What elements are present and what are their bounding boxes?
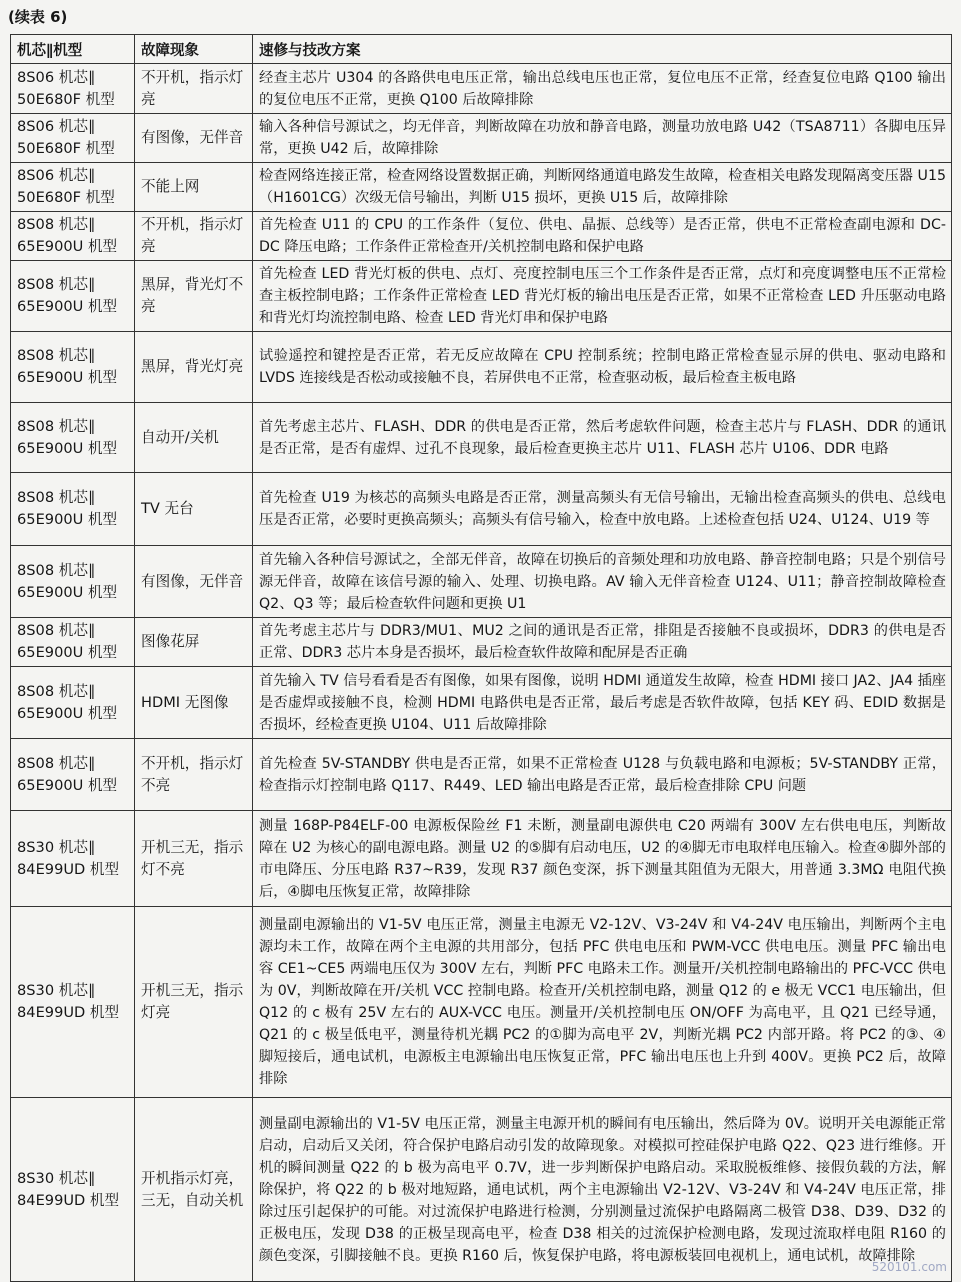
- watermark: 520101.com: [871, 1260, 947, 1274]
- cell-symptom: 有图像，无伴音: [135, 546, 253, 618]
- cell-fix: 首先考虑主芯片、FLASH、DDR 的供电是否正常，然后考虑软件问题，检查主芯片与 FLASH、DDR 的通讯是否正常，是否有虚焊、过孔不良现象，最后检查更换主芯片 U11、FLASH 芯片 U106、DDR 电路: [253, 403, 952, 473]
- cell-fix: 首先检查 5V-STANDBY 供电是否正常，如果不正常检查 U128 与负载电路和电源板；5V-STANDBY 正常，检查指示灯控制电路 Q117、R449、LED 输出电路是否正常，最后检查排除 CPU 问题: [253, 739, 952, 811]
- cell-fix: 首先输入各种信号源试之，全部无伴音，故障在切换后的音频处理和功放电路、静音控制电路；只是个别信号源无伴音，故障在该信号源的输入、处理、切换电路。AV 输入无伴音检查 U124、U11；静音控制故障检查 Q2、Q3 等；最后检查软件问题和更换 U1: [253, 546, 952, 618]
- cell-model: 8S06 机芯∥ 50E680F 机型: [11, 114, 135, 163]
- cell-model: 8S06 机芯∥ 50E680F 机型: [11, 64, 135, 114]
- cell-fix: 检查网络连接正常，检查网络设置数据正确，判断网络通道电路发生故障，检查相关电路发现隔离变压器 U15（H1601CG）次级无信号输出，判断 U15 损坏，更换 U15 后，故障排除: [253, 163, 952, 212]
- cell-fix: 测量副电源输出的 V1-5V 电压正常，测量主电源无 V2-12V、V3-24V 和 V4-24V 电压输出，判断两个主电源均未工作，故障在两个主电源的共用部分，包括 PFC 供电电压和 PWM-VCC 供电电压。测量 PFC 输出电容 CE1~CE5 两端电压仅为 300V 左右，判断 PFC 电路未工作。测量开/关机控制电路输出的 PFC-VCC 供电为 0V，判断故障在开/关机 VCC 控制电路。检查开/关机控制电路，测量 Q12 的 e 极无 VCC1 电压输出，但 Q12 的 c 极有 25V 左右的 AUX-VCC 电压。测量开/关机控制电压 ON/OFF 为高电平，且 Q21 已经导通，Q21 的 c 极呈低电平，测量待机光耦 PC2 的①脚为高电平 2V，判断光耦 PC2 内部开路。将 PC2 的③、④脚短接后，通电试机，电源板主电源输出电压恢复正常，PFC 输出电压也上升到 400V。更换 PC2 后，故障排除: [253, 907, 952, 1098]
- cell-fix: 首先考虑主芯片与 DDR3/MU1、MU2 之间的通讯是否正常，排阻是否接触不良或损坏，DDR3 的供电是否正常、DDR3 芯片本身是否损坏，最后检查软件故障和配屏是否正确: [253, 618, 952, 667]
- cell-symptom: 黑屏，背光灯亮: [135, 332, 253, 403]
- cell-symptom: 开机三无，指示灯亮: [135, 907, 253, 1098]
- table-row: [11, 212, 952, 261]
- cell-model: 8S08 机芯∥ 65E900U 机型: [11, 739, 135, 811]
- cell-model: 8S30 机芯∥ 84E99UD 机型: [11, 811, 135, 907]
- table-row: [11, 403, 952, 473]
- header-model: 机芯∥机型: [11, 35, 135, 64]
- cell-fix: 试验遥控和键控是否正常，若无反应故障在 CPU 控制系统；控制电路正常检查显示屏的供电、驱动电路和 LVDS 连接线是否松动或接触不良，若屏供电不正常，检查驱动板，最后检查主板电路: [253, 332, 952, 403]
- cell-model: 8S08 机芯∥ 65E900U 机型: [11, 212, 135, 261]
- table-row: [11, 739, 952, 811]
- cell-fix: 测量 168P-P84ELF-00 电源板保险丝 F1 未断，测量副电源供电 C20 两端有 300V 左右供电电压，判断故障在 U2 为核心的副电源电路。测量 U2 的⑤脚有启动电压，U2 的④脚无市电取样电压输入。检查④脚外部的市电降压、分压电路 R37~R39，发现 R37 颜色变深，拆下测量其阻值为无限大，用普通 3.3MΩ 电阻代换后，④脚电压恢复正常，故障排除: [253, 811, 952, 907]
- cell-fix: 首先检查 U11 的 CPU 的工作条件（复位、供电、晶振、总线等）是否正常，供电不正常检查副电源和 DC-DC 降压电路；工作条件正常检查开/关机控制电路和保护电路: [253, 212, 952, 261]
- table-row: [11, 332, 952, 403]
- table-row: [11, 64, 952, 114]
- table-row: [11, 163, 952, 212]
- table-row: [11, 618, 952, 667]
- cell-model: 8S08 机芯∥ 65E900U 机型: [11, 618, 135, 667]
- cell-symptom: 不开机，指示灯亮: [135, 64, 253, 114]
- table-header-row: [11, 35, 952, 64]
- cell-model: 8S30 机芯∥ 84E99UD 机型: [11, 907, 135, 1098]
- table-row: [11, 261, 952, 332]
- cell-model: 8S06 机芯∥ 50E680F 机型: [11, 163, 135, 212]
- cell-model: 8S08 机芯∥ 65E900U 机型: [11, 332, 135, 403]
- cell-symptom: 不开机，指示灯亮: [135, 212, 253, 261]
- cell-symptom: 开机指示灯亮，三无，自动关机: [135, 1098, 253, 1282]
- cell-model: 8S08 机芯∥ 65E900U 机型: [11, 403, 135, 473]
- cell-model: 8S08 机芯∥ 65E900U 机型: [11, 261, 135, 332]
- cell-model: 8S30 机芯∥ 84E99UD 机型: [11, 1098, 135, 1282]
- cell-symptom: 有图像，无伴音: [135, 114, 253, 163]
- cell-symptom: 不能上网: [135, 163, 253, 212]
- cell-symptom: 开机三无，指示灯不亮: [135, 811, 253, 907]
- cell-symptom: 不开机，指示灯不亮: [135, 739, 253, 811]
- cell-symptom: TV 无台: [135, 473, 253, 546]
- cell-symptom: HDMI 无图像: [135, 667, 253, 739]
- table-caption: (续表 6): [8, 8, 68, 26]
- cell-symptom: 自动开/关机: [135, 403, 253, 473]
- table-row: [11, 473, 952, 546]
- cell-symptom: 黑屏，背光灯不亮: [135, 261, 253, 332]
- repair-table: [10, 34, 952, 1282]
- header-symptom: 故障现象: [135, 35, 253, 64]
- table-row: [11, 546, 952, 618]
- cell-fix: 首先输入 TV 信号看看是否有图像，如果有图像，说明 HDMI 通道发生故障，检查 HDMI 接口 JA2、JA4 插座是否虚焊或接触不良，检测 HDMI 电路供电是否正常，最后考虑是否软件故障，包括 KEY 码、EDID 数据是否损坏，经检查更换 U104、U11 后故障排除: [253, 667, 952, 739]
- cell-fix: 首先检查 U19 为核芯的高频头电路是否正常，测量高频头有无信号输出，无输出检查高频头的供电、总线电压是否正常，必要时更换高频头；高频头有信号输入，检查中放电路。上述检查包括 U24、U124、U19 等: [253, 473, 952, 546]
- cell-symptom: 图像花屏: [135, 618, 253, 667]
- table-row: [11, 667, 952, 739]
- table-row: [11, 907, 952, 1098]
- cell-fix: 经查主芯片 U304 的各路供电电压正常，输出总线电压也正常，复位电压不正常，经查复位电路 Q100 输出的复位电压不正常，更换 Q100 后故障排除: [253, 64, 952, 114]
- cell-model: 8S08 机芯∥ 65E900U 机型: [11, 473, 135, 546]
- cell-fix: 测量副电源输出的 V1-5V 电压正常，测量主电源开机的瞬间有电压输出，然后降为 0V。说明开关电源能正常启动，启动后又关闭，符合保护电路启动引发的故障现象。对模拟可控硅保护电路 Q22、Q23 进行维修。开机的瞬间测量 Q22 的 b 极为高电平 0.7V，进一步判断保护电路启动。采取脱板维修、接假负载的方法，解除保护，将 Q22 的 b 极对地短路，通电试机，两个主电源输出 V2-12V、V3-24V 和 V4-24V 电压正常，排除过压引起保护的可能。对过流保护电路进行检测，分别测量过流保护电路隔离二极管 D38、D39、D32 的正极电压，发现 D38 的正极呈现高电平，检查 D38 相关的过流保护检测电路，发现过流取样电阻 R160 的颜色变深，引脚接触不良。更换 R160 后，恢复保护电路，将电源板装回电视机上，通电试机，故障排除: [253, 1098, 952, 1282]
- table-row: [11, 811, 952, 907]
- cell-model: 8S08 机芯∥ 65E900U 机型: [11, 546, 135, 618]
- table-row: [11, 1098, 952, 1282]
- cell-fix: 输入各种信号源试之，均无伴音，判断故障在功放和静音电路，测量功放电路 U42（TSA8711）各脚电压异常，更换 U42 后，故障排除: [253, 114, 952, 163]
- cell-model: 8S08 机芯∥ 65E900U 机型: [11, 667, 135, 739]
- header-fix: 速修与技改方案: [253, 35, 952, 64]
- cell-fix: 首先检查 LED 背光灯板的供电、点灯、亮度控制电压三个工作条件是否正常，点灯和亮度调整电压不正常检查主板控制电路；工作条件正常检查 LED 背光灯板的输出电压是否正常，如果不正常检查 LED 升压驱动电路和背光灯均流控制电路、检查 LED 背光灯串和保护电路: [253, 261, 952, 332]
- table-row: [11, 114, 952, 163]
